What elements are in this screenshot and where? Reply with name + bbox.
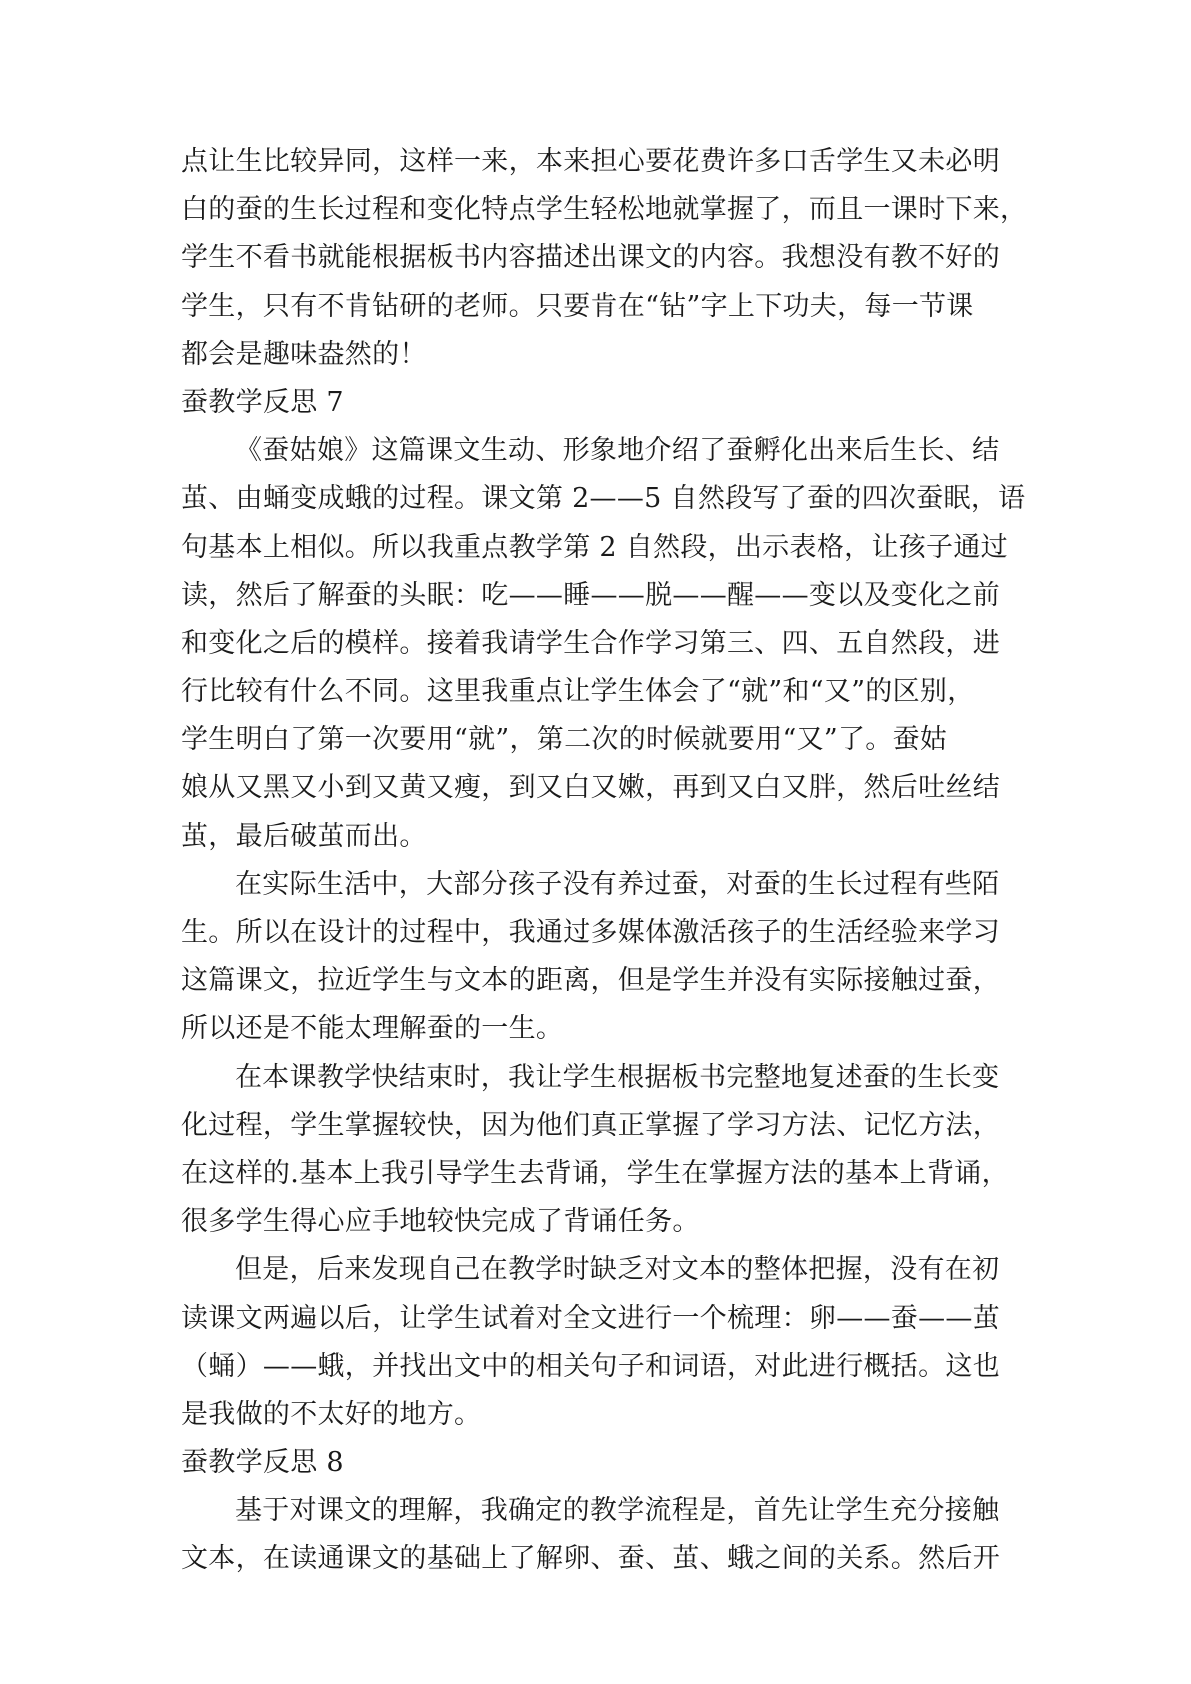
text-line: 基于对课文的理解，我确定的教学流程是，首先让学生充分接触 [235,1495,1000,1527]
section-heading: 蚕教学反思 8 [181,1447,344,1479]
text-line: 都会是趣味盎然的！ [181,338,427,370]
text-line: 所以还是不能太理解蚕的一生。 [181,1013,564,1045]
text-line: 在实际生活中，大部分孩子没有养过蚕，对蚕的生长过程有些陌 [235,868,1000,900]
text-line: 在这样的.基本上我引导学生去背诵，学生在掌握方法的基本上背诵， [181,1157,1009,1189]
text-line: 和变化之后的模样。接着我请学生合作学习第三、四、五自然段，进 [181,627,1000,659]
text-line: 白的蚕的生长过程和变化特点学生轻松地就掌握了，而且一课时下来， [181,194,1028,226]
text-line: 茧，最后破茧而出。 [181,820,427,852]
text-line: 句基本上相似。所以我重点教学第 2 自然段，出示表格，让孩子通过 [181,531,1008,563]
text-line: 行比较有什么不同。这里我重点让学生体会了“就”和“又”的区别， [181,676,975,708]
document-page [181,138,1028,1584]
text-line: 学生不看书就能根据板书内容描述出课文的内容。我想没有教不好的 [181,242,1000,274]
text-line: 是我做的不太好的地方。 [181,1398,482,1430]
text-line: 学生明白了第一次要用“就”，第二次的时候就要用“又”了。蚕姑 [181,724,948,756]
text-line: 但是，后来发现自己在教学时缺乏对文本的整体把握，没有在初 [235,1254,1000,1286]
text-line: 读，然后了解蚕的头眠：吃——睡——脱——醒——变以及变化之前 [181,579,1000,611]
text-line: 读课文两遍以后，让学生试着对全文进行一个梳理：卵——蚕——茧 [181,1302,1000,1334]
text-line: 学生，只有不肯钻研的老师。只要肯在“钻”字上下功夫，每一节课 [181,290,974,322]
text-line: 这篇课文，拉近学生与文本的距离，但是学生并没有实际接触过蚕， [181,965,1000,997]
text-line: 在本课教学快结束时，我让学生根据板书完整地复述蚕的生长变 [235,1061,1000,1093]
text-line: 娘从又黑又小到又黄又瘦，到又白又嫩，再到又白又胖，然后吐丝结 [181,772,1000,804]
text-line: 化过程，学生掌握较快，因为他们真正掌握了学习方法、记忆方法， [181,1109,1000,1141]
text-line: 很多学生得心应手地较快完成了背诵任务。 [181,1206,700,1238]
text-line: 《蚕姑娘》这篇课文生动、形象地介绍了蚕孵化出来后生长、结 [235,435,1000,467]
text-line: 点让生比较异同，这样一来，本来担心要花费许多口舌学生又未必明 [181,146,1000,177]
text-line: 茧、由蛹变成蛾的过程。课文第 2——5 自然段写了蚕的四次蚕眠，语 [181,483,1026,515]
section-heading: 蚕教学反思 7 [181,386,344,418]
text-line: 生。所以在设计的过程中，我通过多媒体激活孩子的生活经验来学习 [181,917,1000,948]
text-line: 文本，在读通课文的基础上了解卵、蚕、茧、蛾之间的关系。然后开 [181,1543,1000,1575]
text-line: （蛹）——蛾，并找出文中的相关句子和词语，对此进行概括。这也 [181,1350,1000,1382]
